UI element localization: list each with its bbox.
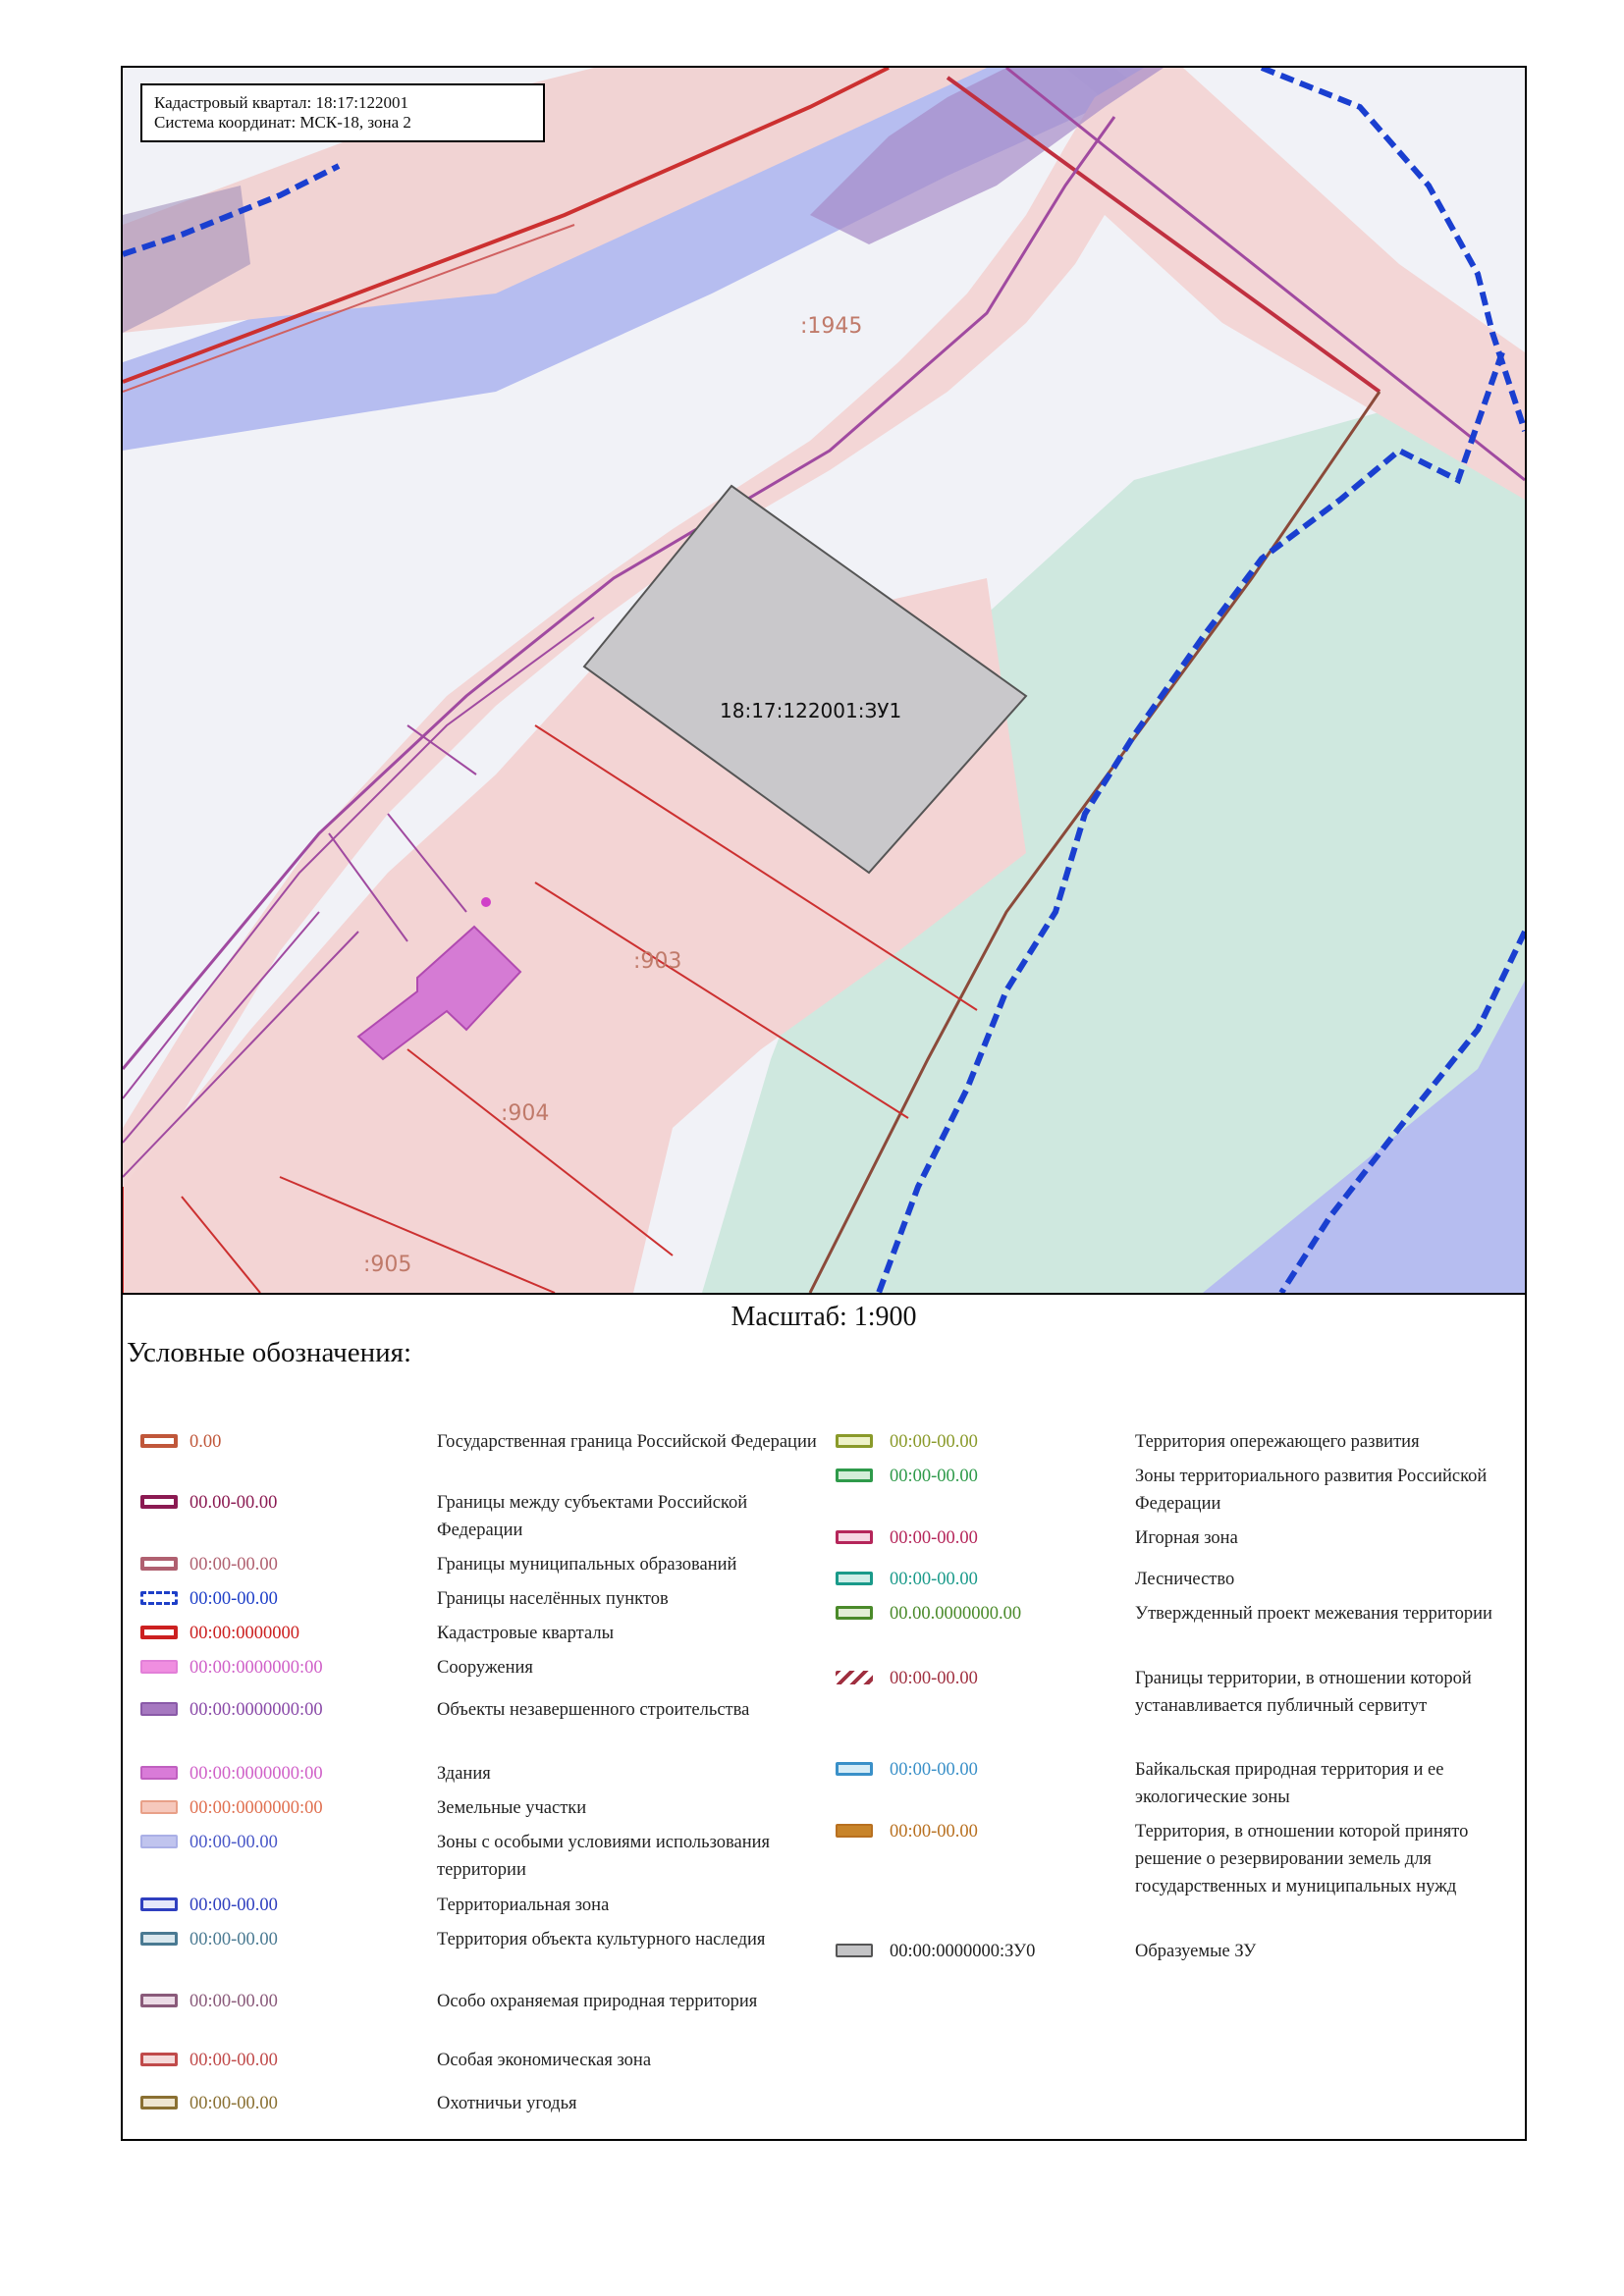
legend-swatch xyxy=(140,1557,178,1571)
legend-code: 00:00:0000000 xyxy=(189,1624,300,1643)
legend-item xyxy=(836,1665,1513,1753)
legend-item xyxy=(140,1794,828,1824)
legend-desc: Территория, в отношении которой принято решение о резервировании земель для государственных и муниципальных нужд xyxy=(1135,1822,1469,1896)
legend-swatch xyxy=(140,1897,178,1911)
legend-item xyxy=(836,1428,1513,1458)
legend-code: 00:00-00.00 xyxy=(189,1589,278,1609)
legend-desc: Территориальная зона xyxy=(437,1896,610,1915)
legend-swatch xyxy=(836,1572,873,1585)
legend-swatch xyxy=(140,1495,178,1509)
legend-desc: Образуемые ЗУ xyxy=(1135,1942,1257,1961)
legend-code: 00:00:0000000:ЗУ0 xyxy=(890,1942,1036,1961)
legend-item xyxy=(140,1551,828,1580)
legend-item xyxy=(836,1818,1513,1936)
map-canvas[interactable] xyxy=(123,68,1525,1295)
legend-code: 00:00-00.00 xyxy=(890,1760,978,1780)
legend-desc: Государственная граница Российской Федерации xyxy=(437,1432,817,1452)
legend-item xyxy=(140,1829,828,1888)
coordinate-system: Система координат: МСК-18, зона 2 xyxy=(154,113,411,132)
legend-desc: Здания xyxy=(437,1764,491,1784)
legend-swatch xyxy=(140,1702,178,1716)
legend-swatch xyxy=(836,1606,873,1620)
legend-swatch xyxy=(140,1994,178,2007)
legend-code: 00:00-00.00 xyxy=(189,1896,278,1915)
legend-swatch xyxy=(836,1434,873,1448)
legend-code: 00:00:0000000:00 xyxy=(189,1798,323,1818)
legend-code: 00.00-00.00 xyxy=(189,1493,278,1513)
legend-swatch xyxy=(140,1660,178,1674)
legend-item xyxy=(836,1463,1513,1522)
legend-desc: Игорная зона xyxy=(1135,1528,1238,1548)
legend-item xyxy=(140,1988,828,2047)
cadastral-quarter: Кадастровый квартал: 18:17:122001 xyxy=(154,93,408,112)
legend-swatch xyxy=(140,2053,178,2066)
legend-item xyxy=(836,1938,1513,1967)
legend-item xyxy=(140,2047,828,2076)
legend-code: 00:00-00.00 xyxy=(189,1555,278,1575)
legend-desc: Сооружения xyxy=(437,1658,533,1678)
legend-code: 00:00:0000000:00 xyxy=(189,1764,323,1784)
legend-code: 00:00-00.00 xyxy=(189,1833,278,1852)
info-box xyxy=(140,83,545,142)
legend-desc: Особо охраняемая природная территория xyxy=(437,1992,758,2011)
legend-code: 00:00-00.00 xyxy=(890,1528,978,1548)
legend-item xyxy=(140,1760,828,1789)
legend-desc: Особая экономическая зона xyxy=(437,2051,652,2070)
legend-code: 00:00-00.00 xyxy=(890,1669,978,1688)
legend-item xyxy=(140,1620,828,1649)
legend-swatch xyxy=(836,1530,873,1544)
legend-code: 00:00-00.00 xyxy=(890,1570,978,1589)
legend-desc: Границы муниципальных образований xyxy=(437,1555,737,1575)
label-parcel-905: :905 xyxy=(363,1253,412,1277)
legend-code: 00:00:0000000:00 xyxy=(189,1658,323,1678)
legend-desc: Зоны с особыми условиями использования территории xyxy=(437,1833,771,1880)
legend-desc: Байкальская природная территория и ее экологические зоны xyxy=(1135,1760,1444,1807)
legend-code: 00:00:0000000:00 xyxy=(189,1700,323,1720)
legend-desc: Земельные участки xyxy=(437,1798,587,1818)
legend-desc: Границы населённых пунктов xyxy=(437,1589,669,1609)
label-parcel-1945: :1945 xyxy=(800,314,863,339)
legend-code: 00:00-00.00 xyxy=(890,1432,978,1452)
legend-desc: Лесничество xyxy=(1135,1570,1235,1589)
legend-desc: Территория опережающего развития xyxy=(1135,1432,1420,1452)
legend-swatch xyxy=(836,1468,873,1482)
legend-desc: Объекты незавершенного строительства xyxy=(437,1700,750,1720)
legend-code: 00:00-00.00 xyxy=(189,1992,278,2011)
legend-desc: Границы между субъектами Российской Федерации xyxy=(437,1493,748,1540)
legend-desc: Зоны территориального развития Российской Федерации xyxy=(1135,1467,1488,1514)
legend-swatch xyxy=(836,1944,873,1957)
legend-swatch xyxy=(836,1762,873,1776)
legend-desc: Утвержденный проект межевания территории xyxy=(1135,1604,1492,1624)
legend-code: 00:00-00.00 xyxy=(189,2051,278,2070)
legend-item xyxy=(836,1756,1513,1815)
legend-item xyxy=(836,1600,1513,1659)
map-sheet xyxy=(121,66,1527,2141)
legend-item xyxy=(140,1926,828,1985)
legend-swatch xyxy=(836,1671,873,1684)
legend-swatch xyxy=(836,1824,873,1838)
legend-desc: Территория объекта культурного наследия xyxy=(437,1930,766,1949)
legend-code: 00:00-00.00 xyxy=(189,2094,278,2113)
legend-item xyxy=(140,1892,828,1921)
legend-desc: Границы территории, в отношении которой устанавливается публичный сервитут xyxy=(1135,1669,1472,1716)
legend-item xyxy=(140,2090,828,2119)
legend-item xyxy=(140,1585,828,1615)
legend-item xyxy=(836,1566,1513,1595)
legend-code: 0.00 xyxy=(189,1432,222,1452)
legend-code: 00:00-00.00 xyxy=(890,1822,978,1842)
legend-swatch xyxy=(140,2096,178,2109)
legend-code: 00:00-00.00 xyxy=(890,1467,978,1486)
legend-swatch xyxy=(140,1766,178,1780)
legend-swatch xyxy=(140,1835,178,1848)
label-parcel-904: :904 xyxy=(501,1101,550,1126)
label-parcel-903: :903 xyxy=(633,949,682,974)
legend-item xyxy=(140,1654,828,1683)
legend-item xyxy=(140,1489,828,1548)
legend-item xyxy=(140,1696,828,1755)
legend-swatch xyxy=(140,1626,178,1639)
map-svg xyxy=(123,68,1525,1293)
legend-code: 00.00.0000000.00 xyxy=(890,1604,1022,1624)
legend-item xyxy=(140,1428,828,1487)
legend-item xyxy=(836,1524,1513,1554)
legend-code: 00:00-00.00 xyxy=(189,1930,278,1949)
legend-swatch xyxy=(140,1932,178,1946)
legend-swatch xyxy=(140,1591,178,1605)
label-new-parcel: 18:17:122001:ЗУ1 xyxy=(720,699,902,722)
legend-swatch xyxy=(140,1434,178,1448)
legend-desc: Кадастровые кварталы xyxy=(437,1624,614,1643)
map-scale: Масштаб: 1:900 xyxy=(731,1302,917,1332)
legend-swatch xyxy=(140,1800,178,1814)
legend-title: Условные обозначения: xyxy=(127,1337,412,1368)
legend-desc: Охотничьи угодья xyxy=(437,2094,577,2113)
